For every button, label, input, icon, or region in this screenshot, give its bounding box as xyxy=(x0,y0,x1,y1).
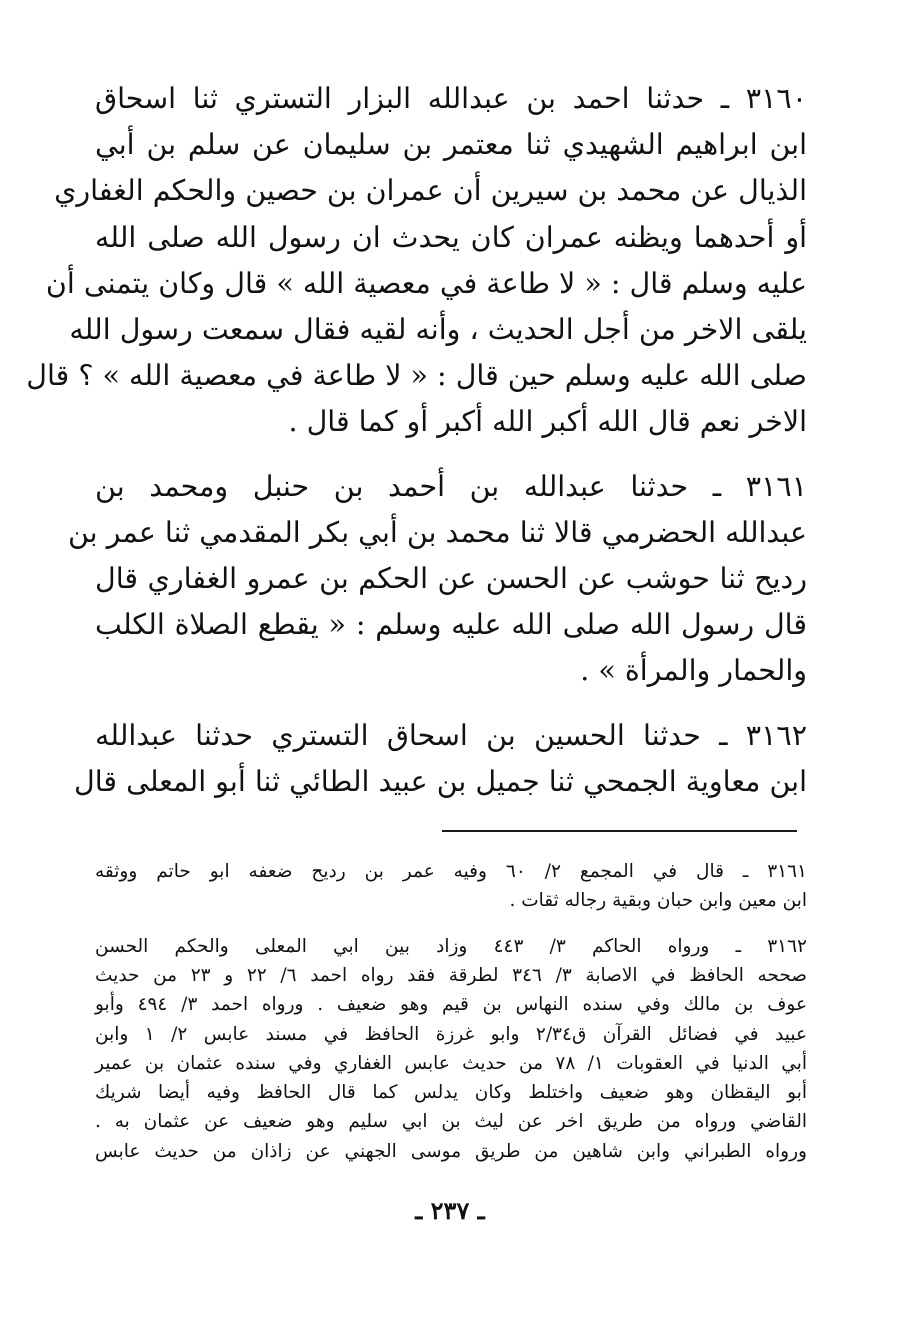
text-line: ٣١٦١ ـ حدثنا عبدالله بن أحمد بن حنبل ومحمد بن xyxy=(95,469,807,503)
hadith-3162 xyxy=(74,713,807,805)
footnote-line: عبيد في فضائل القرآن ق٢/٣٤ وابو غرزة الحافظ في مسند عابس ٢/ ١ وابن xyxy=(95,1023,808,1045)
text-line: رديح ثنا حوشب عن الحسن عن الحكم بن عمرو الغفاري قال xyxy=(95,562,807,596)
footnote-spacer xyxy=(95,916,807,932)
footnote-separator xyxy=(95,805,807,857)
text-line: ابن معاوية الجمحي ثنا جميل بن عبيد الطائي ثنا أبو المعلى قال xyxy=(74,764,807,798)
text-line: ابن ابراهيم الشهيدي ثنا معتمر بن سليمان عن سلم بن أبي xyxy=(95,128,807,162)
footnote-3161 xyxy=(95,857,807,916)
text-line: صلى الله عليه وسلم حين قال : « لا طاعة في معصية الله » ؟ قال xyxy=(26,359,807,393)
page-number: ـ ٢٣٧ ـ xyxy=(415,1196,485,1225)
text-line: الاخر نعم قال الله أكبر الله أكبر أو كما قال . xyxy=(288,405,807,439)
footnote-line: ٣١٦١ ـ قال في المجمع ٢/ ٦٠ وفيه عمر بن رديح ضعفه ابو حاتم ووثقه xyxy=(95,861,807,883)
footnote-line: صححه الحافظ في الاصابة ٣/ ٣٤٦ لطرقة فقد رواه احمد ٦/ ٢٢ و ٢٣ من حديث xyxy=(95,964,808,986)
hadith-3161 xyxy=(67,464,807,695)
text-line: قال رسول الله صلى الله عليه وسلم : « يقطع الصلاة الكلب xyxy=(95,608,807,642)
text-line: والحمار والمرأة » . xyxy=(580,654,807,688)
separator-rule xyxy=(442,830,797,832)
text-line: عليه وسلم قال : « لا طاعة في معصية الله » قال وكان يتمنى أن xyxy=(45,266,807,300)
text-line: ٣١٦٢ ـ حدثنا الحسين بن اسحاق التستري حدثنا عبدالله xyxy=(95,718,807,752)
footnote-line: أبو اليقظان وهو ضعيف واختلط وكان يدلس كما قال الحافظ وفيه أيضا شريك xyxy=(95,1082,807,1104)
footnote-line: ابن معين وابن حبان وبقية رجاله ثقات . xyxy=(509,890,807,912)
footnote-line: القاضي ورواه من طريق اخر عن ليث بن ابي سليم وهو ضعيف عن عثمان به . xyxy=(95,1111,807,1133)
footnote-line: أبي الدنيا في العقوبات ١/ ٧٨ من حديث عابس الغفاري وفي سنده عثمان بن عمير xyxy=(95,1052,807,1074)
page-body xyxy=(26,76,808,1166)
paragraph-spacer xyxy=(95,695,807,713)
paragraph-spacer xyxy=(95,446,807,464)
footnote-line: ورواه الطبراني وابن شاهين من طريق موسى الجهني عن زاذان من حديث عابس xyxy=(95,1140,807,1162)
text-line: ٣١٦٠ ـ حدثنا احمد بن عبدالله البزار التستري ثنا اسحاق xyxy=(95,82,807,115)
footnote-line: ٣١٦٢ ـ ورواه الحاكم ٣/ ٤٤٣ وزاد بين ابي المعلى والحكم الحسن xyxy=(95,935,807,957)
text-line: أو أحدهما ويظنه عمران كان يحدث ان رسول الله صلى الله xyxy=(95,220,807,254)
text-line: عبدالله الحضرمي قالا ثنا محمد بن أبي بكر المقدمي ثنا عمر بن xyxy=(67,515,807,549)
footnote-line: عوف بن مالك وفي سنده النهاس بن قيم وهو ضعيف . ورواه احمد ٣/ ٤٩٤ وأبو xyxy=(95,994,807,1016)
text-line: يلقى الاخر من أجل الحديث ، وأنه لقيه فقال سمعت رسول الله xyxy=(69,313,807,347)
hadith-3160 xyxy=(26,76,807,446)
footnote-3162 xyxy=(95,932,807,1166)
text-line: الذيال عن محمد بن سيرين أن عمران بن حصين والحكم الغفاري xyxy=(54,174,807,208)
